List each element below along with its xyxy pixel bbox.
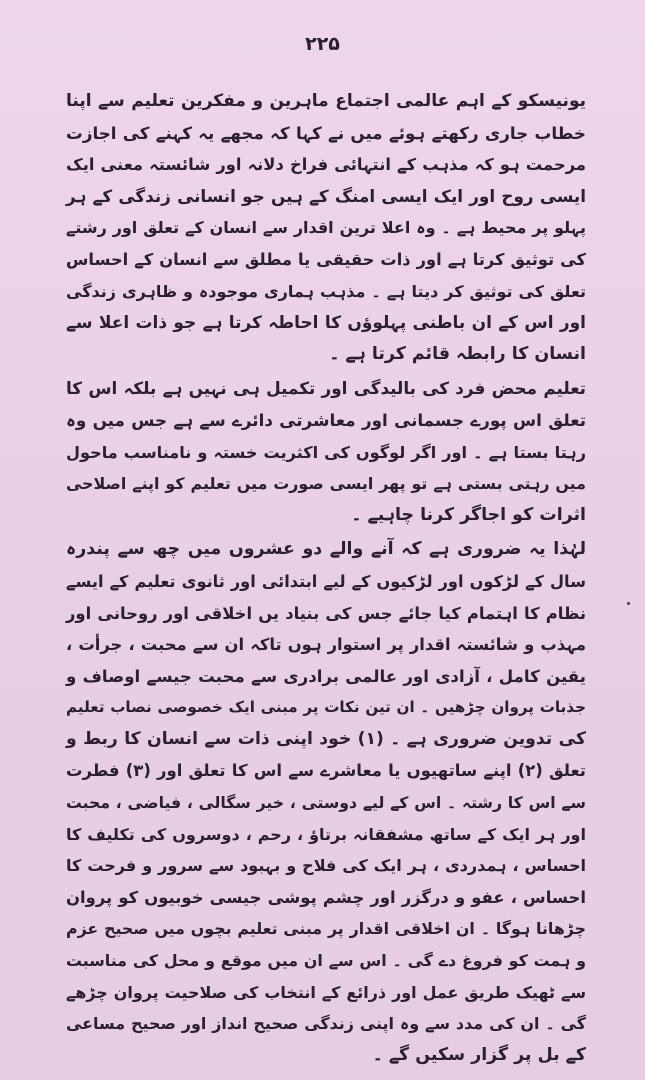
text-line: میں رہتی بستی ہے تو پھر ایسی صورت میں تعلیم کو اپنے اصلاحی (66, 474, 586, 494)
text-line: جذبات پروان چڑھیں ۔ ان تین نکات پر مبنی ایک خصوصی نصاب تعلیم (66, 698, 586, 717)
text-line: چڑھانا ہوگا ۔ ان اخلاقی اقدار پر مبنی تعلیم بچوں میں صحیح عزم (66, 919, 586, 939)
text-line: اثرات کو اجاگر کرنا چاہیے ۔ (351, 504, 586, 525)
body-text (66, 86, 586, 1071)
text-line: مرحمت ہو کہ مذہب کے انتہائی فراخ دلانہ اور شائستہ معنی ایک (66, 155, 586, 175)
text-line: تعلیم محض فرد کی بالیدگی اور تکمیل ہی نہیں ہے بلکہ اس کا (66, 378, 586, 399)
text-line: اور اس کے ان باطنی پہلوؤں کا احاطہ کرتا ہے جو ذات اعلا سے (66, 312, 586, 333)
text-line: تعلق اس پورے جسمانی اور معاشرتی دائرے سے ہے جس میں وہ (66, 409, 586, 430)
margin-speck (627, 602, 630, 605)
text-line: احساس ، عفو و درگزر اور چشم پوشی جیسی خوبیوں کو پروان (66, 887, 586, 907)
text-line: تعلق کی توثیق کر دیتا ہے ۔ مذہب ہماری موجودہ و ظاہری زندگی (66, 281, 586, 301)
paragraph-2 (66, 373, 586, 531)
text-line: اور ہر ایک کے ساتھ مشفقانہ برتاؤ ، رحم ، دوسروں کی تکلیف کا (66, 824, 586, 844)
text-line: رہتا بستا ہے ۔ اور اگر لوگوں کی اکثریت خستہ و نامناسب ماحول (66, 442, 586, 462)
text-line: انسان کا رابطہ قائم کرتا ہے ۔ (329, 343, 586, 364)
text-line: ایسی روح اور ایک ایسی امنگ کے ہیں جو انسانی زندگی کے ہر (66, 185, 586, 206)
text-line: خطاب جاری رکھتے ہوئے میں نے کہا کہ مجھے یہ کہنے کی اجازت (66, 122, 586, 143)
text-line: سے اس کا رشتہ ۔ اس کے لیے دوستی ، خیر سگالی ، فیاضی ، محبت (66, 793, 586, 813)
text-line: مہذب و شائستہ اقدار پر استوار ہوں تاکہ ان سے محبت ، جرأت ، (66, 635, 586, 655)
text-line: کی تدوین ضروری ہے ۔ (۱) خود اپنی ذات سے انسان کا ربط و (66, 728, 586, 749)
text-line: سے ٹھیک طریق عمل اور ذرائع کے انتخاب کی صلاحیت پروان چڑھے (66, 982, 586, 1002)
paragraph-1 (66, 86, 586, 370)
text-line: نظام کا اہتمام کیا جائے جس کی بنیاد یں اخلاقی اور روحانی اور (66, 603, 586, 623)
text-line: یونیسکو کے اہم عالمی اجتماع ماہرین و مفکرین تعلیم سے اپنا (66, 91, 586, 111)
text-line: پہلو پر محیط ہے ۔ وہ اعلا ترین اقدار سے انسان کے تعلق اور رشتے (66, 218, 586, 238)
text-line: و ہمت کو فروغ دے گی ۔ اس سے ان میں موقع و محل کی مناسبت (66, 951, 586, 971)
text-line: احساس ، ہمدردی ، ہر ایک کی فلاح و بہبود سے سرور و فرحت کا (66, 856, 586, 876)
page-number: ۲۲۵ (305, 33, 340, 55)
text-line: گی ۔ ان کی مدد سے وہ اپنی زندگی صحیح انداز اور صحیح مساعی (66, 1014, 586, 1034)
text-line: سال کے لڑکوں اور لڑکیوں کے لیے ابتدائی اور ثانوی تعلیم کے ایسے (66, 571, 586, 591)
text-line: لہٰذا یہ ضروری ہے کہ آنے والے دو عشروں میں چھ سے پندرہ (66, 539, 586, 560)
paragraph-3 (66, 534, 586, 1071)
text-line: تعلق (۲) اپنے ساتھیوں یا معاشرے سے اس کا تعلق اور (۳) فطرت (66, 761, 586, 781)
text-line: کی توثیق کرتا ہے اور ذات حقیقی یا مطلق سے انسان کے احساس (66, 249, 586, 269)
text-line: یقین کامل ، آزادی اور عالمی برادری سے محبت جیسے اوصاف و (66, 666, 586, 686)
text-line: کے بل پر گزار سکیں گے ۔ (372, 1044, 586, 1065)
